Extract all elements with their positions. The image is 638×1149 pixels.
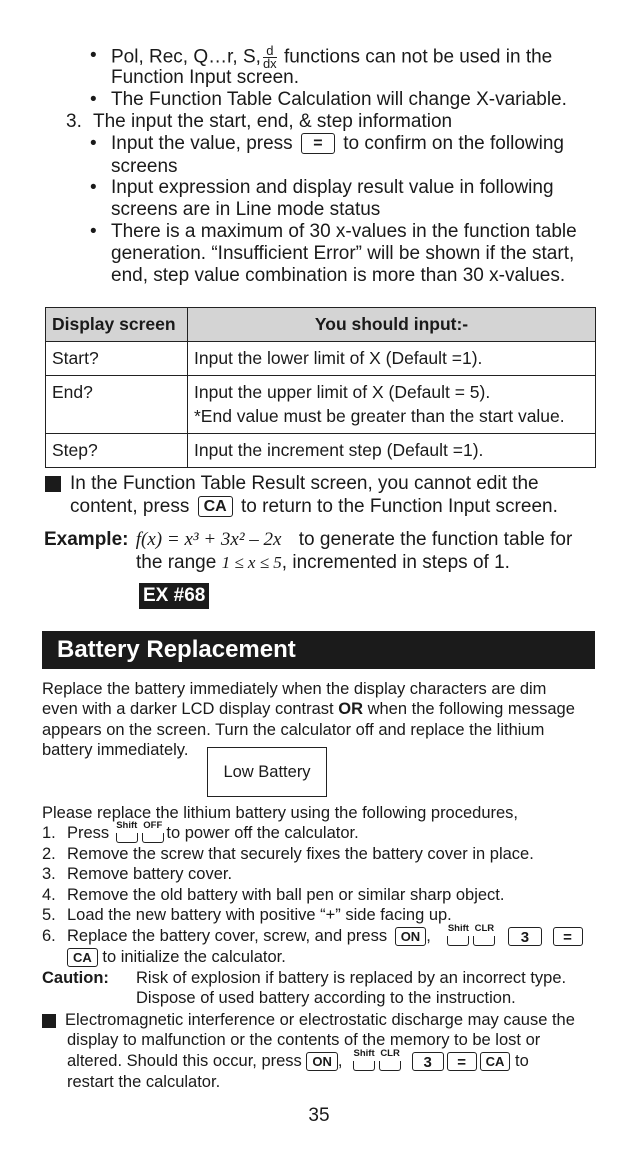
expr-line-2: screens are in Line mode status <box>111 199 381 220</box>
shift-key-label: Shift <box>353 1047 375 1059</box>
clr-key-icon <box>471 922 497 947</box>
step-2: Remove the screw that securely fixes the battery cover in place. <box>67 845 534 863</box>
ca-key-icon: CA <box>67 948 98 967</box>
example-label: Example: <box>44 529 129 550</box>
header-you-should-input: You should input:- <box>188 308 596 342</box>
low-battery-message-box <box>207 747 327 797</box>
on-key-icon: ON <box>395 927 427 946</box>
clr-key-icon <box>377 1047 403 1072</box>
square-bullet-icon <box>42 1014 56 1028</box>
equals-key-icon: = <box>553 927 583 946</box>
pol-line-2: Function Input screen. <box>111 67 299 88</box>
result-note-line-1: In the Function Table Result screen, you cannot edit the <box>70 473 539 494</box>
table-header-row <box>46 308 596 342</box>
example-text-b2: , incremented in steps of 1. <box>281 552 510 573</box>
step-6-line-2 <box>67 947 286 968</box>
bullet: • <box>90 177 97 198</box>
three-key-icon: 3 <box>412 1052 444 1071</box>
function-table-input-table <box>45 307 596 468</box>
battery-intro-3: appears on the screen. Turn the calculator off and replace the lithium <box>42 721 545 739</box>
result-note-line-2b: to return to the Function Input screen. <box>241 496 558 517</box>
input-value-b: to confirm on the following <box>343 133 564 154</box>
on-key-icon: ON <box>306 1052 338 1071</box>
table-cell-screen: Start? <box>46 342 188 376</box>
step-6-a: Replace the battery cover, screw, and press <box>67 927 388 945</box>
bullet: • <box>90 45 97 66</box>
input-value-a: Input the value, press <box>111 133 293 154</box>
table-calc-line: The Function Table Calculation will change X-variable. <box>111 89 567 110</box>
emi-line-3a: altered. Should this occur, press <box>67 1052 302 1070</box>
step-1 <box>67 819 359 844</box>
deriv-den: dx <box>262 56 277 71</box>
shift-key-label: Shift <box>447 922 469 934</box>
clr-key-label: CLR <box>474 922 495 934</box>
step-1-b: to power off the calculator. <box>166 824 359 842</box>
shift-key-label: Shift <box>116 819 138 831</box>
table-cell-input-text: Input the upper limit of X (Default = 5). <box>194 382 491 402</box>
step3-number: 3. <box>66 111 82 132</box>
bullet: • <box>90 133 97 154</box>
battery-intro-2 <box>42 699 575 720</box>
input-value-line <box>111 133 564 155</box>
step-5: Load the new battery with positive “+” side facing up. <box>67 906 452 924</box>
three-key-icon: 3 <box>508 927 542 946</box>
table-row <box>46 434 596 468</box>
pol-suffix: functions can not be used in the <box>278 46 553 68</box>
square-bullet-icon <box>45 476 61 492</box>
example-formula: f(x) = x³ + 3x² – 2x <box>135 529 282 550</box>
emi-line-1: Electromagnetic interference or electrostatic discharge may cause the <box>65 1011 575 1029</box>
step-number: 2. <box>42 845 56 863</box>
step-number: 5. <box>42 906 56 924</box>
low-battery-message: Low Battery <box>223 762 311 781</box>
step-number: 6. <box>42 927 56 945</box>
off-key-icon <box>140 819 166 844</box>
step-4: Remove the old battery with ball pen or similar sharp object. <box>67 886 505 904</box>
battery-intro-1: Replace the battery immediately when the display characters are dim <box>42 680 547 698</box>
bullet: • <box>90 221 97 242</box>
step3-text: The input the start, end, & step information <box>93 111 453 132</box>
step-1-a: Press <box>67 824 110 842</box>
table-cell-note: *End value must be greater than the start value. <box>194 406 565 426</box>
expr-line-1: Input expression and display result value in following <box>111 177 554 198</box>
emi-line-4: restart the calculator. <box>67 1073 221 1091</box>
pol-prefix: Pol, Rec, Q…r, S, <box>111 46 261 68</box>
caution-line-1: Risk of explosion if battery is replaced by an incorrect type. <box>136 969 567 987</box>
max-line-2: generation. “Insufficient Error” will be shown if the start, <box>111 243 575 264</box>
max-line-1: There is a maximum of 30 x-values in the function table <box>111 221 577 242</box>
deriv-num: d <box>263 45 277 58</box>
equals-key-icon: = <box>447 1052 477 1071</box>
header-display-screen: Display screen <box>46 308 188 342</box>
comma: , <box>337 1052 343 1070</box>
step-6-b: to initialize the calculator. <box>102 948 286 966</box>
example-line-1 <box>44 529 572 551</box>
input-value-line-2: screens <box>111 156 178 177</box>
clr-key-label: CLR <box>380 1047 400 1059</box>
caution-line-2: Dispose of used battery according to the instruction. <box>136 989 516 1007</box>
table-cell-input: Input the increment step (Default =1). <box>188 434 596 468</box>
battery-intro-2a: even with a darker LCD display contrast <box>42 700 334 718</box>
bullet: • <box>90 89 97 110</box>
step-6 <box>67 922 583 947</box>
example-text-a: to generate the function table for <box>298 529 573 550</box>
table-cell-input: Input the lower limit of X (Default =1). <box>188 342 596 376</box>
step-3: Remove battery cover. <box>67 865 233 883</box>
ca-key-icon: CA <box>480 1052 511 1071</box>
emi-line-3 <box>67 1047 529 1072</box>
off-key-label: OFF <box>143 819 163 831</box>
shift-key-icon <box>351 1047 377 1072</box>
result-note-line-2 <box>70 496 558 518</box>
page-number: 35 <box>308 1105 330 1126</box>
emi-line-2: display to malfunction or the contents of the memory to be lost or <box>67 1031 541 1049</box>
example-range: 1 ≤ x ≤ 5 <box>221 553 282 572</box>
battery-intro-or: OR <box>338 700 363 718</box>
step-number: 3. <box>42 865 56 883</box>
step-number: 4. <box>42 886 56 904</box>
shift-key-icon <box>445 922 471 947</box>
shift-key-icon <box>114 819 140 844</box>
table-row <box>46 342 596 376</box>
emi-line-3b: to <box>515 1052 529 1070</box>
equals-key-icon: = <box>301 133 335 154</box>
step-number: 1. <box>42 824 56 842</box>
comma: , <box>426 927 431 945</box>
max-line-3: end, step value combination is more than 30 x-values. <box>111 265 566 286</box>
table-cell-input <box>188 376 596 434</box>
example-text-b1: the range <box>136 552 217 573</box>
result-note-line-2a: content, press <box>70 496 190 517</box>
table-cell-screen: End? <box>46 376 188 434</box>
caution-label: Caution: <box>42 969 109 987</box>
table-row <box>46 376 596 434</box>
section-title: Battery Replacement <box>42 631 595 669</box>
table-cell-screen: Step? <box>46 434 188 468</box>
battery-intro-2b: when the following message <box>367 700 575 718</box>
battery-intro-4: battery immediately. <box>42 741 189 759</box>
example-line-2 <box>136 552 510 574</box>
ca-key-icon: CA <box>198 496 233 517</box>
procedure-intro: Please replace the lithium battery using the following procedures, <box>42 804 519 822</box>
example-badge: EX #68 <box>139 583 209 609</box>
